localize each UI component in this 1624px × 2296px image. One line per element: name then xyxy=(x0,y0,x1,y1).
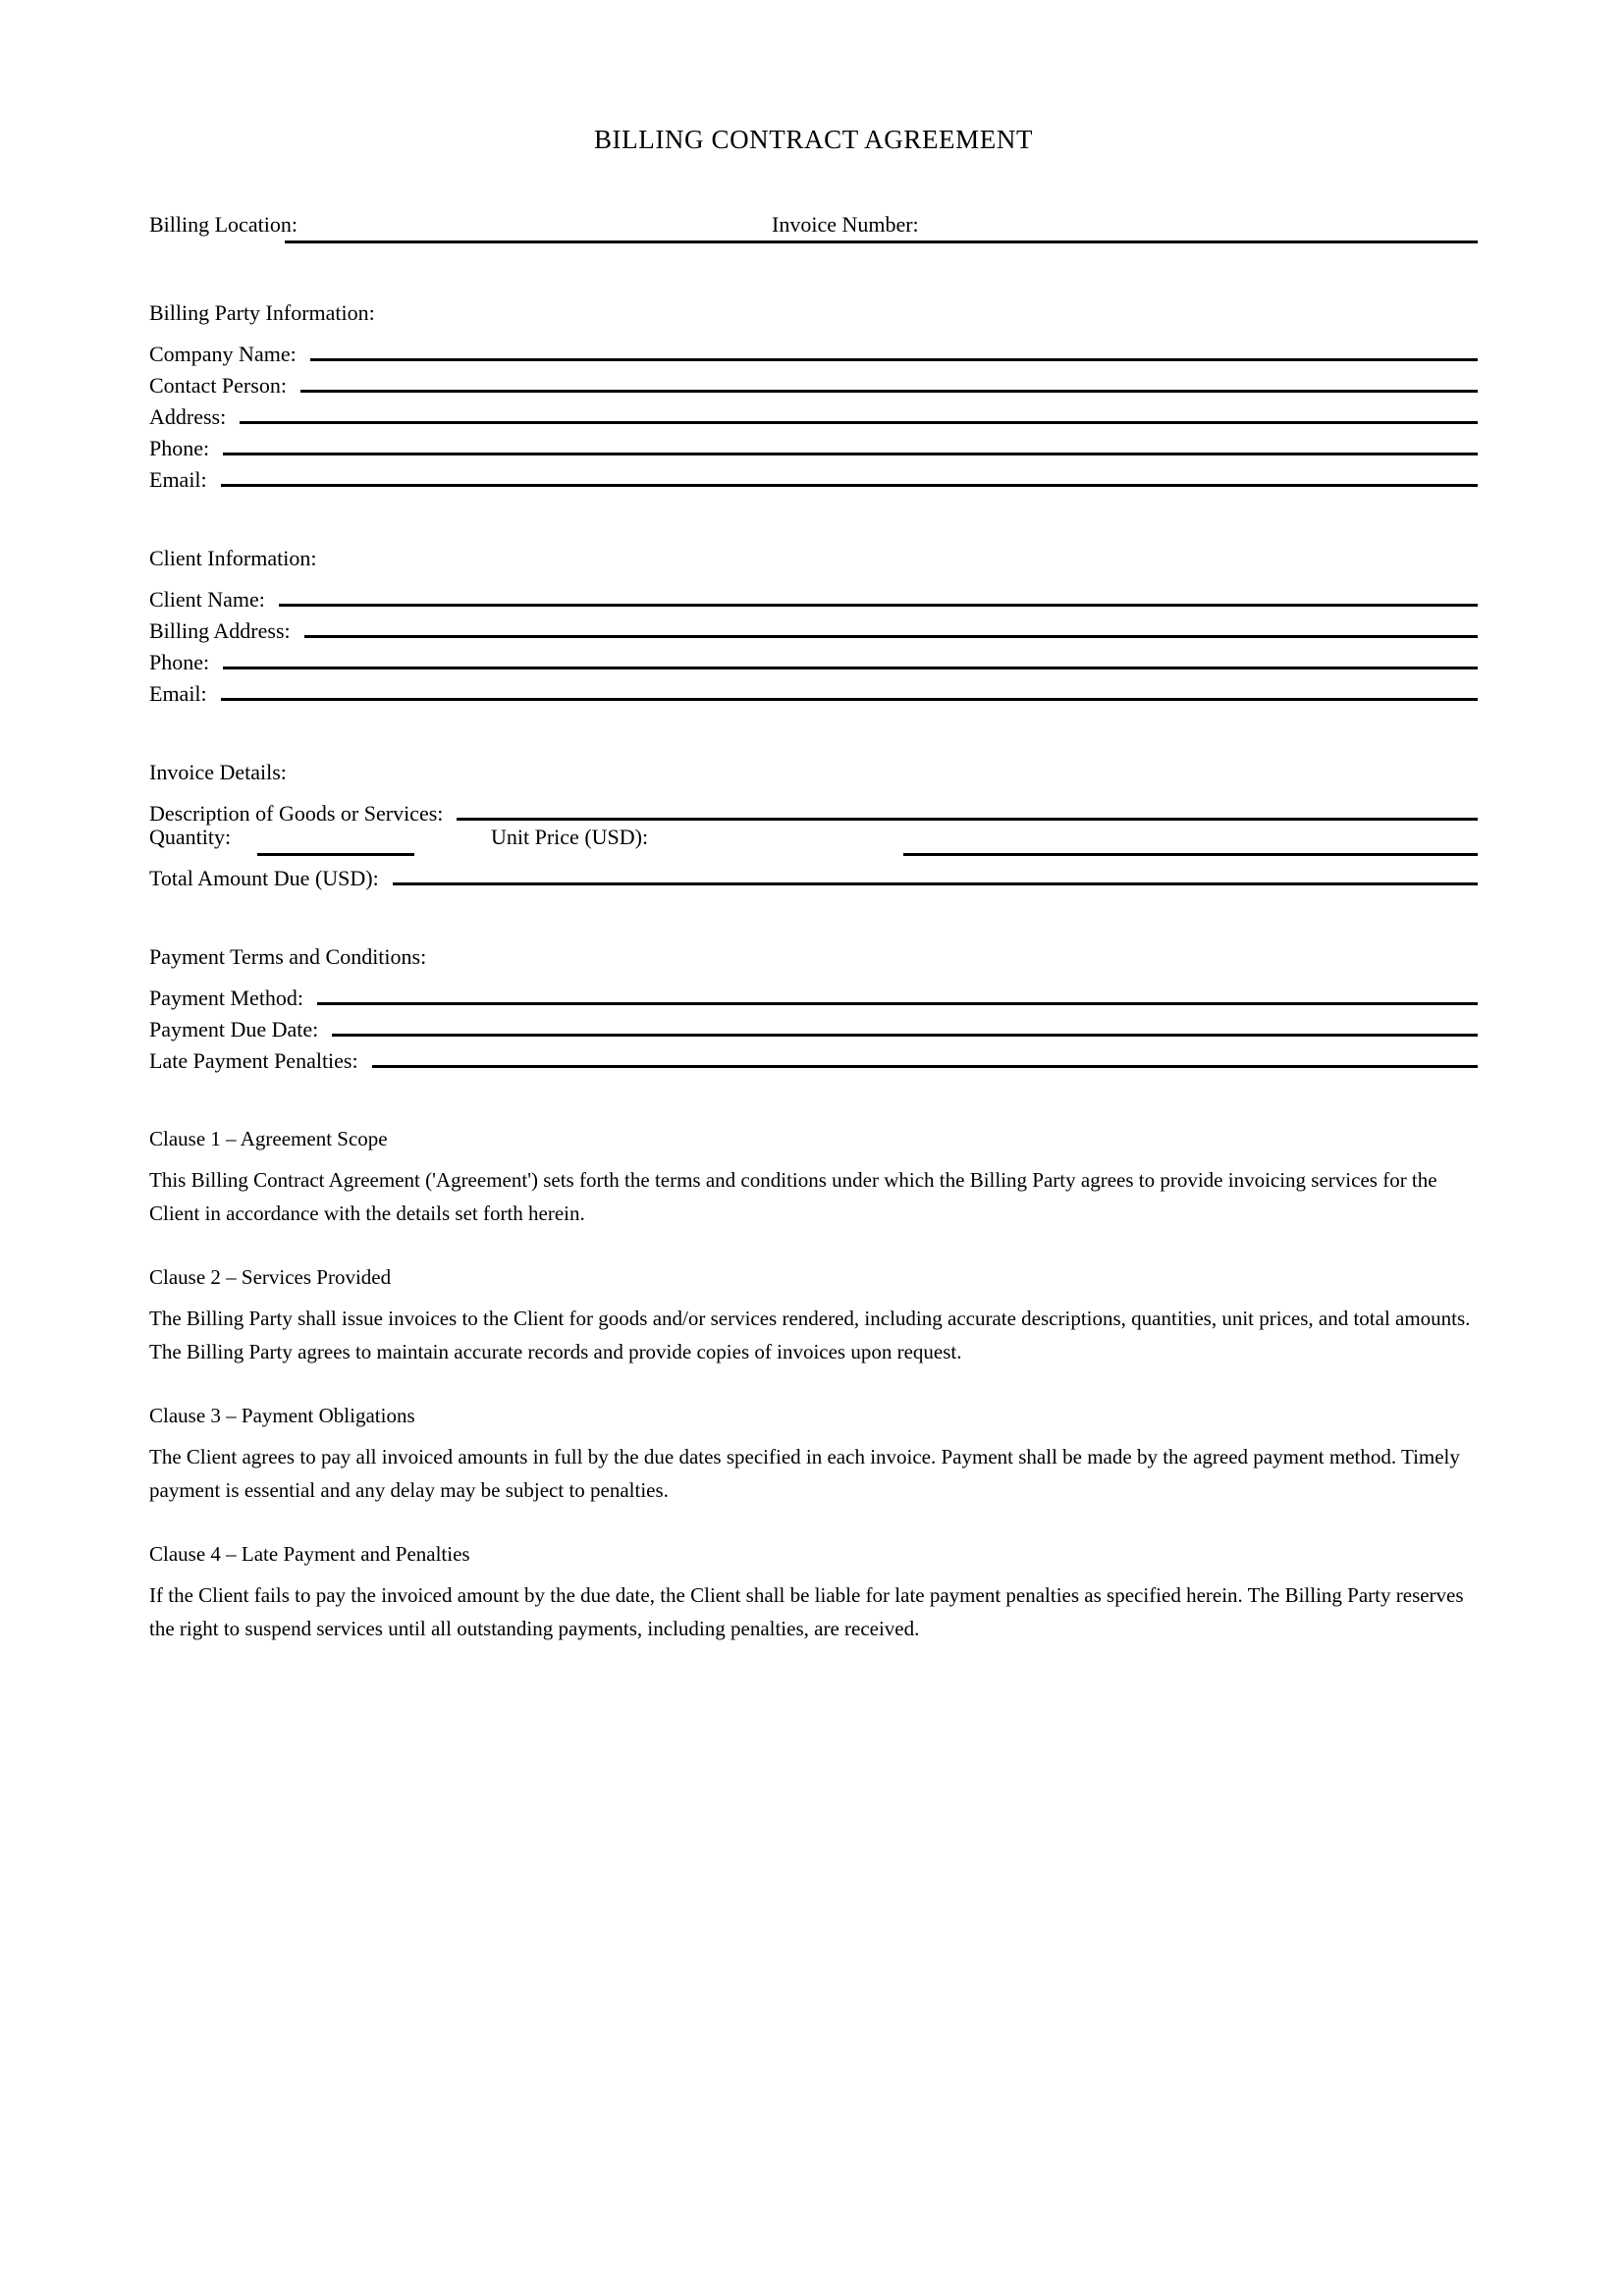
field-row-billing-address xyxy=(149,397,1478,428)
total-amount-due-label: Total Amount Due (USD): xyxy=(149,865,379,890)
late-payment-penalties-input-rule[interactable] xyxy=(372,1065,1478,1068)
unit-price-input-rule[interactable] xyxy=(903,853,1478,856)
billing-party-phone-label: Phone: xyxy=(149,435,210,460)
client-billing-address-input-rule[interactable] xyxy=(304,635,1478,638)
clause-2-body: The Billing Party shall issue invoices to the Client for goods and/or services rendered, including accurate descriptions, quantities, unit prices, and total amounts. The Billing Party agrees to maintain accurate records and provide copies of invoices upon request. xyxy=(149,1306,1471,1363)
billing-party-address-input-rule[interactable] xyxy=(240,421,1478,424)
clause-4-body: If the Client fails to pay the invoiced amount by the due date, the Client shall be liable for late payment penalties as specified herein. The Billing Party reserves the right to suspend services until all outstanding payments, including penalties, are received. xyxy=(149,1582,1464,1640)
field-row-billing-party-email xyxy=(149,459,1478,491)
spacer xyxy=(149,155,1478,212)
invoice-number-input-rule[interactable] xyxy=(926,240,1478,243)
spacer xyxy=(149,705,1478,762)
invoice-details-section-heading: Invoice Details: xyxy=(149,759,287,784)
field-row-client-name xyxy=(149,579,1478,611)
field-row-billing-party-phone xyxy=(149,428,1478,459)
billing-party-email-label: Email: xyxy=(149,466,207,492)
client-email-input-rule[interactable] xyxy=(221,698,1478,701)
clause-2 xyxy=(149,1264,1478,1368)
clause-3 xyxy=(149,1403,1478,1507)
spacer xyxy=(149,1072,1478,1129)
field-row-payment-method xyxy=(149,978,1478,1009)
quantity-label: Quantity: xyxy=(149,824,232,849)
clause-4-title: Clause 4 – Late Payment and Penalties xyxy=(149,1541,470,1566)
client-phone-label: Phone: xyxy=(149,649,210,674)
spacer xyxy=(149,245,1478,302)
contact-person-label: Contact Person: xyxy=(149,372,287,398)
late-payment-penalties-label: Late Payment Penalties: xyxy=(149,1047,358,1073)
clause-3-title: Clause 3 – Payment Obligations xyxy=(149,1403,415,1427)
field-row-total-amount-due xyxy=(149,858,1478,889)
field-row-contact-person xyxy=(149,365,1478,397)
clause-4 xyxy=(149,1541,1478,1645)
contact-person-input-rule[interactable] xyxy=(300,390,1478,393)
payment-method-label: Payment Method: xyxy=(149,985,304,1010)
spacer xyxy=(149,491,1478,548)
billing-location-invoice-row xyxy=(149,212,1478,245)
clause-1-body: This Billing Contract Agreement ('Agreement') sets forth the terms and conditions under which the Billing Party agrees to provide invoicing services for the Client in accordance with the details set forth herein. xyxy=(149,1167,1437,1225)
field-row-client-email xyxy=(149,673,1478,705)
total-amount-due-input-rule[interactable] xyxy=(393,882,1478,885)
company-name-label: Company Name: xyxy=(149,341,297,366)
page-title: BILLING CONTRACT AGREEMENT xyxy=(593,125,1034,154)
client-name-label: Client Name: xyxy=(149,586,265,612)
payment-due-date-input-rule[interactable] xyxy=(332,1034,1478,1037)
billing-party-phone-input-rule[interactable] xyxy=(223,453,1478,455)
field-row-description xyxy=(149,793,1478,825)
payment-method-input-rule[interactable] xyxy=(317,1002,1478,1005)
billing-party-email-input-rule[interactable] xyxy=(221,484,1478,487)
field-row-company-name xyxy=(149,334,1478,365)
company-name-input-rule[interactable] xyxy=(310,358,1478,361)
clause-2-title: Clause 2 – Services Provided xyxy=(149,1264,392,1289)
clause-1-title: Clause 1 – Agreement Scope xyxy=(149,1126,388,1150)
invoice-number-label: Invoice Number: xyxy=(772,211,919,237)
client-billing-address-label: Billing Address: xyxy=(149,617,291,643)
unit-price-label: Unit Price (USD): xyxy=(491,824,649,849)
description-of-goods-input-rule[interactable] xyxy=(457,818,1478,821)
field-row-late-payment-penalties xyxy=(149,1041,1478,1072)
client-email-label: Email: xyxy=(149,680,207,706)
document-content xyxy=(149,0,1478,1645)
client-name-input-rule[interactable] xyxy=(279,604,1478,607)
description-of-goods-label: Description of Goods or Services: xyxy=(149,800,444,826)
quantity-input-rule[interactable] xyxy=(257,853,414,856)
field-row-payment-due-date xyxy=(149,1009,1478,1041)
client-phone-input-rule[interactable] xyxy=(223,667,1478,669)
billing-party-address-label: Address: xyxy=(149,403,227,429)
clause-3-body: The Client agrees to pay all invoiced amounts in full by the due dates specified in each invoice. Payment shall be made by the agreed payment method. Timely payment is essential and any delay may be subject to penalties. xyxy=(149,1444,1460,1502)
field-row-client-phone xyxy=(149,642,1478,673)
payment-terms-section-heading: Payment Terms and Conditions: xyxy=(149,943,427,969)
field-row-quantity-unit-price xyxy=(149,825,1478,858)
field-row-client-billing-address xyxy=(149,611,1478,642)
billing-location-label: Billing Location: xyxy=(149,211,298,237)
payment-due-date-label: Payment Due Date: xyxy=(149,1016,319,1041)
client-information-section-heading: Client Information: xyxy=(149,545,317,570)
spacer xyxy=(149,889,1478,946)
billing-location-input-rule[interactable] xyxy=(285,240,987,243)
clause-1 xyxy=(149,1126,1478,1230)
billing-party-section-heading: Billing Party Information: xyxy=(149,299,375,325)
